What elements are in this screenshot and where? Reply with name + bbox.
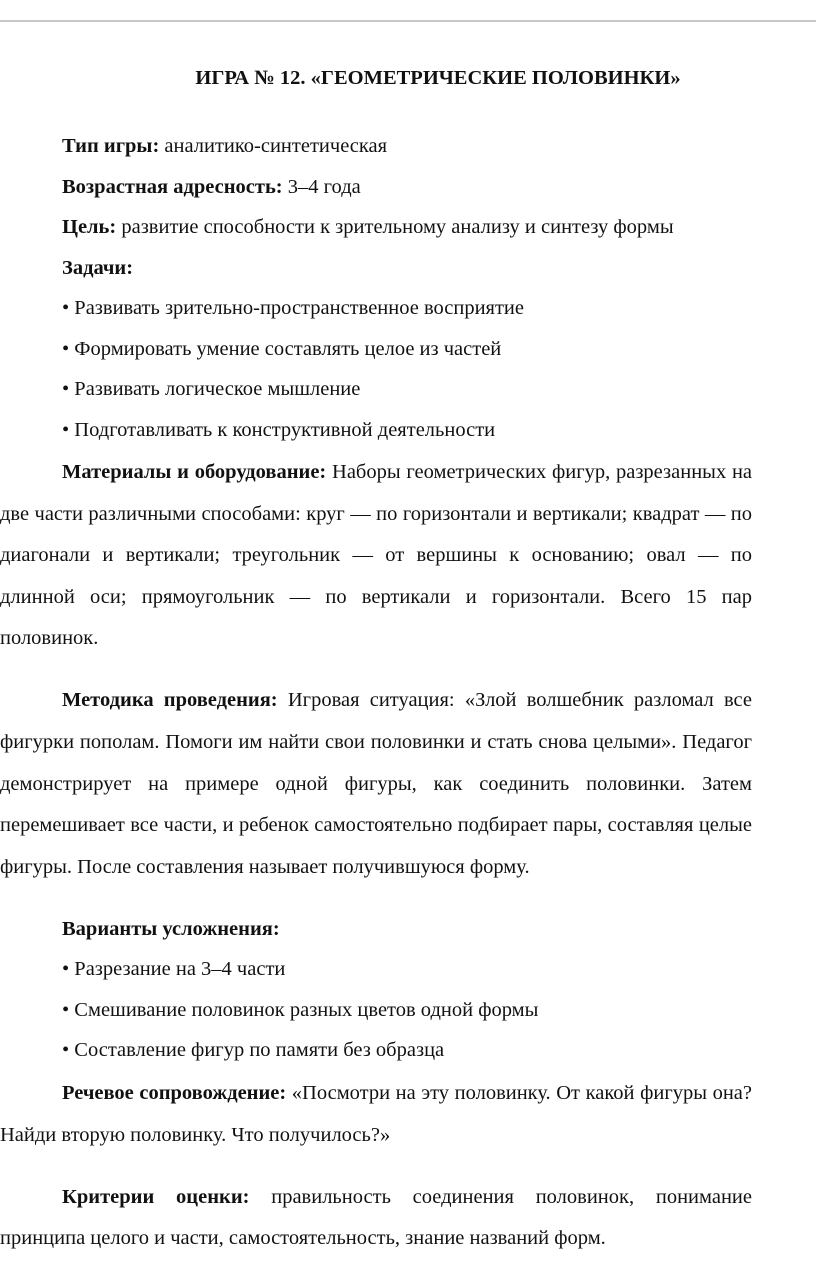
method-value: Игровая ситуация: «Злой волшебник разломал все фигурки пополам. Помоги им найти свои половинки и стать снова целыми». Педагог демонстрирует на примере одной фигуры, как соединить половинки. Затем перемешивает все части, и ребенок самостоятельно подбирает пары, составляя целые фигуры. После составления называет получившуюся форму. [0,689,753,878]
variants-heading [62,909,814,950]
materials-label: Материалы и оборудование: [62,461,327,483]
tasks-label: Задачи: [62,256,134,279]
top-divider [0,20,816,22]
criteria-value: правильность соединения половинок, понимание принципа целого и части, самостоятельность, знание названий форм. [0,1185,752,1250]
tasks-heading [62,248,814,289]
game-type-line [62,126,814,167]
materials-value: Наборы геометрических фигур, разрезанных на две части различными способами: круг — по горизонтали и вертикали; квадрат — по диагонали и вертикали; треугольник — от вершины к основанию; овал — по длинной оси; прямоугольник — по вертикали и горизонтали. Всего 15 пар половинок. [0,461,753,650]
age-label: Возрастная адресность: [62,175,283,198]
task-item: • Развивать зрительно-пространственное восприятие [62,297,525,319]
variant-item: • Составление фигур по памяти без образца [62,1039,445,1062]
criteria-paragraph [0,1177,752,1260]
game-type-value: аналитико-синтетическая [164,135,388,157]
variant-item: • Смешивание половинок разных цветов одной формы [62,998,539,1021]
document-page [0,62,814,1280]
task-item: • Подготавливать к конструктивной деятельности [62,418,496,441]
task-item: • Развивать логическое мышление [62,378,361,400]
method-paragraph [0,680,752,888]
method-label: Методика проведения: [62,689,278,712]
materials-paragraph [0,452,752,660]
goal-label: Цель: [62,216,117,238]
goal-line [62,207,814,248]
speech-paragraph [0,1073,752,1156]
variants-label: Варианты усложнения: [62,917,280,940]
speech-label: Речевое сопровождение: [62,1081,287,1104]
criteria-label: Критерии оценки: [62,1185,250,1208]
goal-value: развитие способности к зрительному анализу и синтезу формы [121,216,674,238]
variant-item: • Разрезание на 3–4 части [62,958,286,981]
page-title: ИГРА № 12. «ГЕОМЕТРИЧЕСКИЕ ПОЛОВИНКИ» [195,67,681,89]
speech-value: «Посмотри на эту половинку. От какой фигуры она? Найди вторую половинку. Что получилось?» [0,1081,752,1146]
game-type-label: Тип игры: [62,135,160,157]
task-item: • Формировать умение составлять целое из частей [62,337,502,360]
age-value: 3–4 года [287,175,361,198]
age-line [62,167,814,208]
